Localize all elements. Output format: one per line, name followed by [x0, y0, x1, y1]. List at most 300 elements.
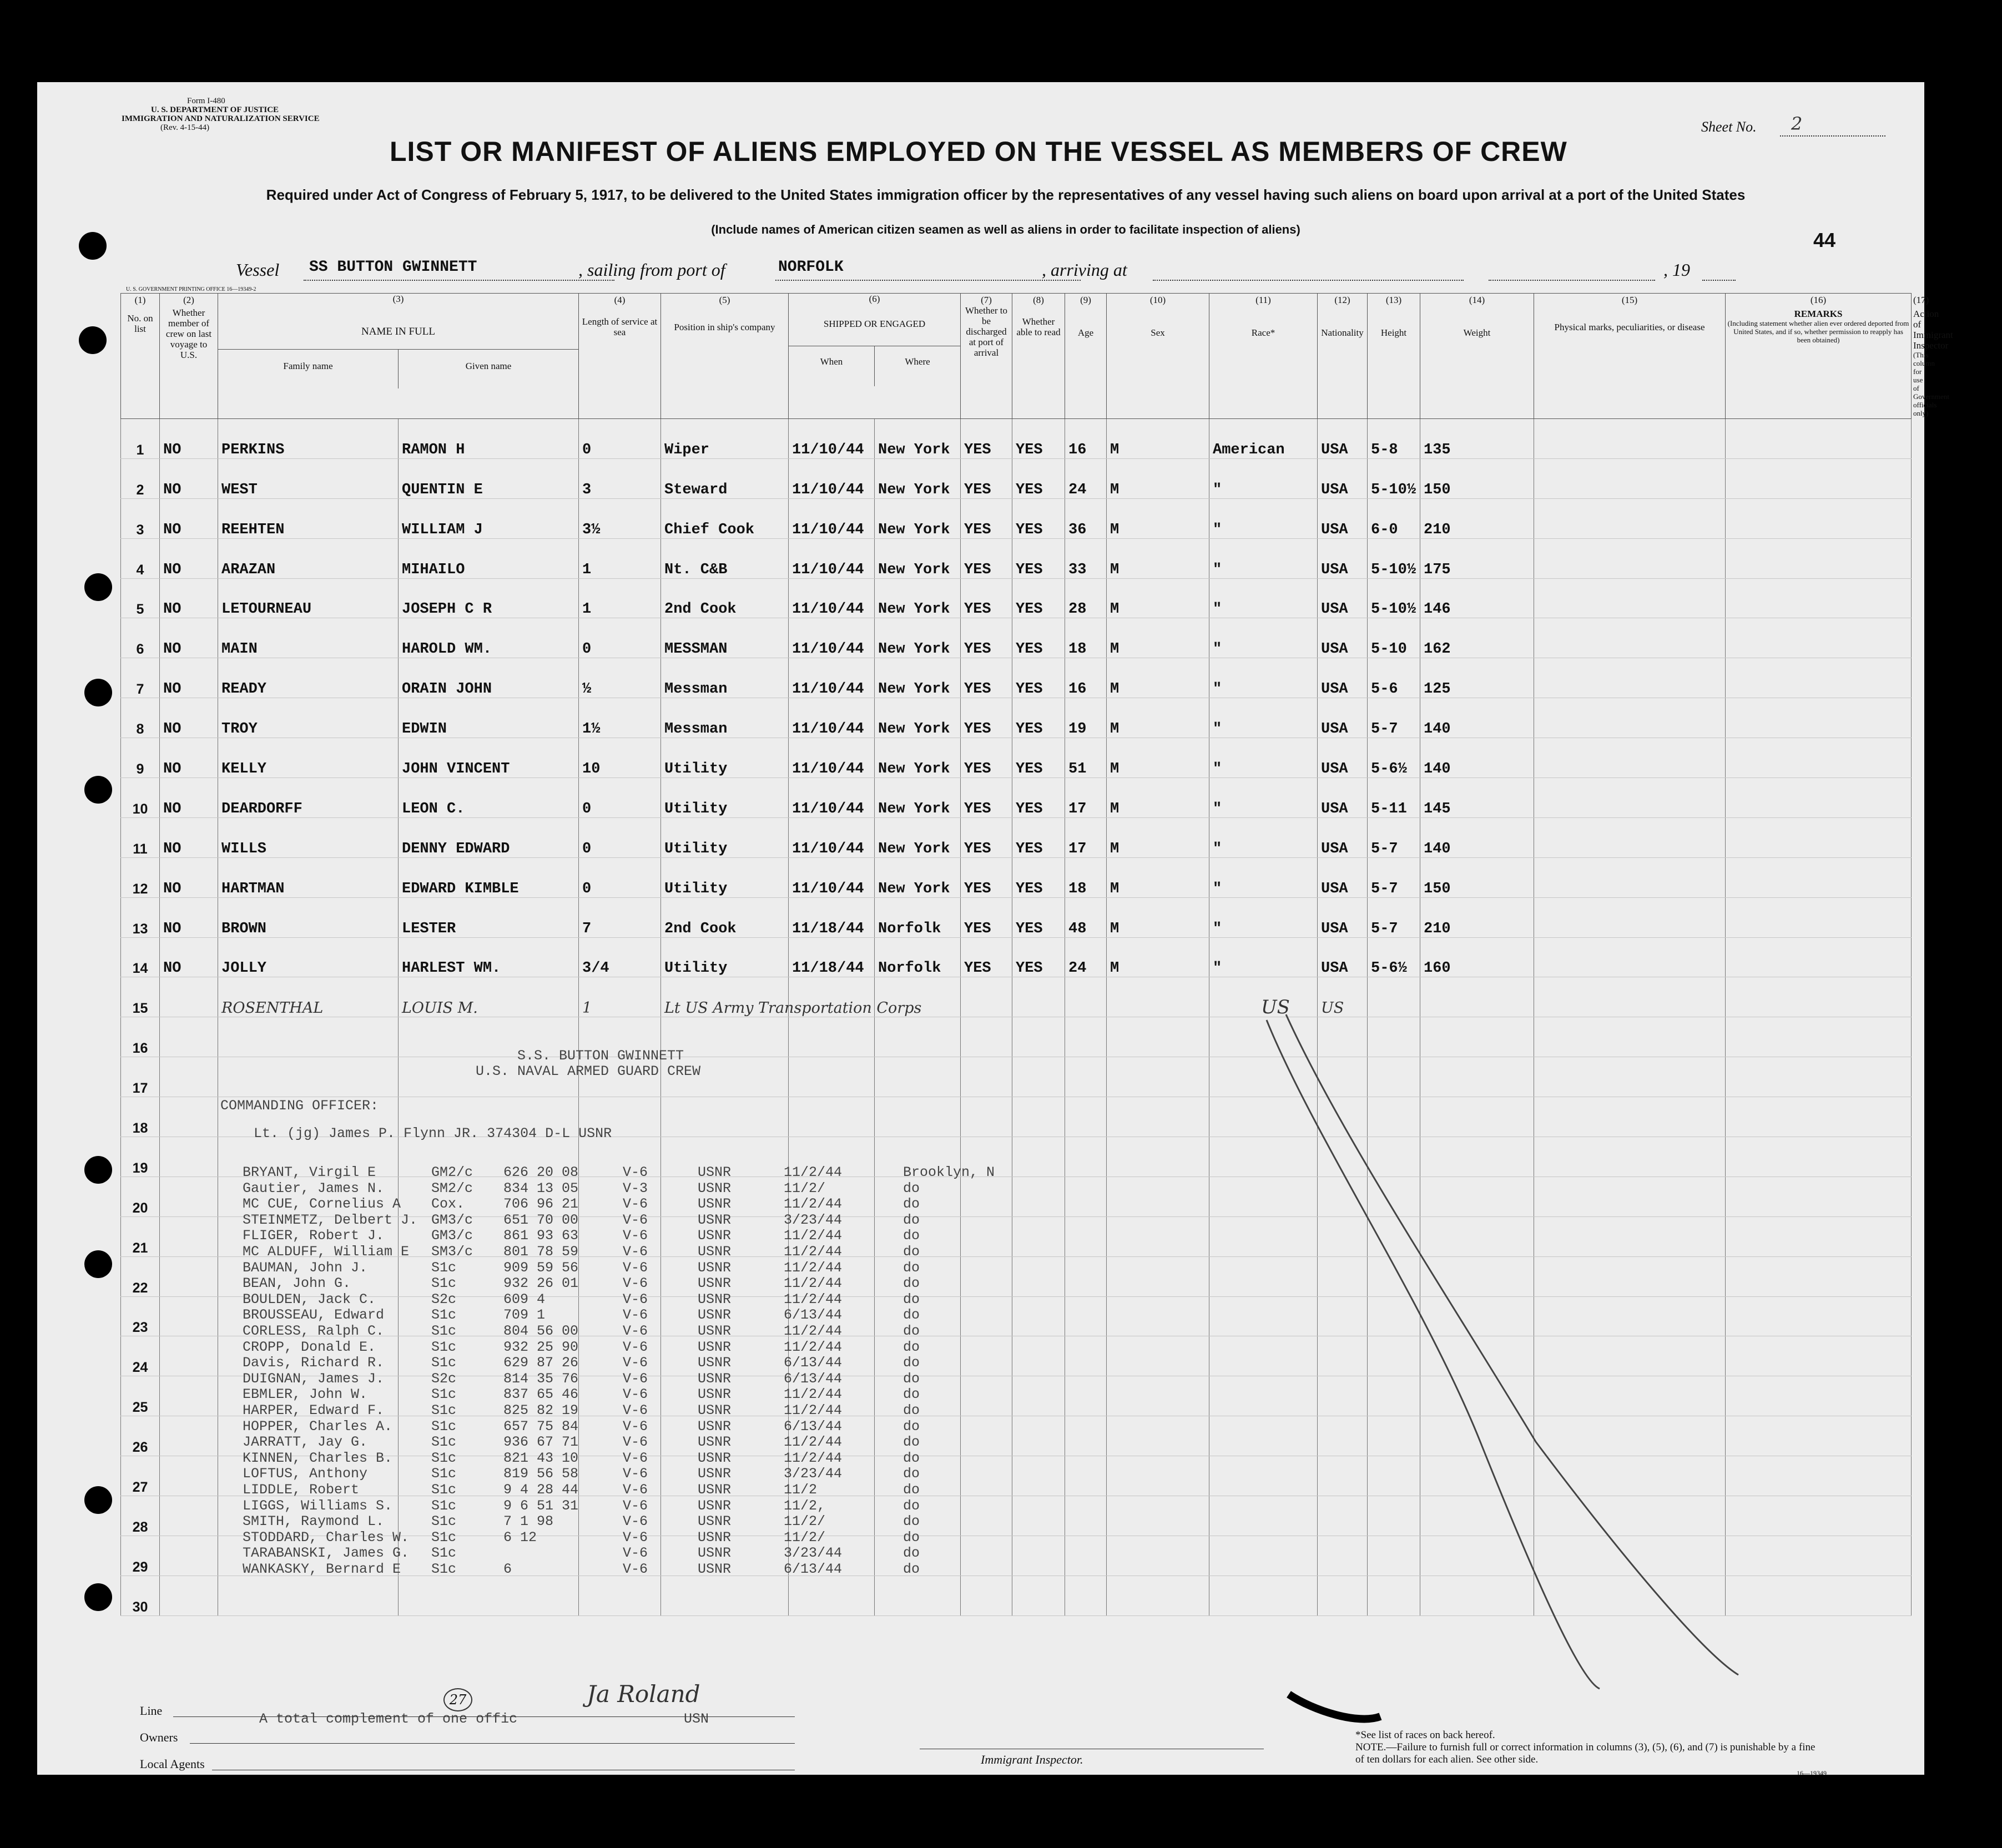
naval-member-branch: USNR [698, 1355, 732, 1371]
naval-total: A total complement of one offic [259, 1711, 518, 1727]
marks-cell [1534, 498, 1726, 538]
remarks-cell [1726, 1496, 1912, 1536]
marks-cell [1534, 458, 1726, 498]
remarks-cell [1726, 1536, 1912, 1576]
marks-cell [1534, 1137, 1726, 1177]
naval-member-class: V-6 [623, 1497, 648, 1514]
discharge-cell: YES [961, 458, 1012, 498]
manifest-subtitle: Required under Act of Congress of February 5, 1917, to be delivered to the United States immigration officer by the representatives of any vessel having such aliens on board upon arrival at a port of the United States [266, 186, 1746, 203]
naval-member-name: MC ALDUFF, William E [243, 1244, 410, 1260]
prior-voyage-cell [160, 977, 218, 1017]
sex-cell [1107, 977, 1209, 1017]
manifest-sheet [37, 82, 1953, 1777]
naval-member-row [209, 1228, 1042, 1243]
age-cell: 28 [1065, 578, 1107, 618]
naval-member-date: 11/2/44 [784, 1259, 843, 1276]
height-cell: 5-11 [1368, 778, 1420, 818]
form-revision: (Rev. 4-15-44) [160, 123, 210, 132]
shipped-date-cell: 11/10/44 [789, 778, 875, 818]
row-number: 9 [121, 738, 160, 778]
height-cell [1368, 1177, 1420, 1216]
naval-member-class: V-6 [623, 1466, 648, 1482]
read-cell: YES [1012, 817, 1065, 857]
naval-member-row [209, 1513, 1042, 1529]
naval-member-row [209, 1244, 1042, 1259]
naval-member-rate: Cox. [431, 1196, 465, 1213]
family-name-cell: ROSENTHAL [218, 977, 399, 1017]
naval-member-row [209, 1482, 1042, 1497]
naval-member-rate: S1c [431, 1355, 457, 1371]
naval-member-home: do [903, 1211, 920, 1228]
naval-member-class: V-6 [623, 1386, 648, 1403]
crew-row [121, 778, 1912, 818]
naval-member-class: V-6 [623, 1402, 648, 1418]
read-cell: YES [1012, 897, 1065, 937]
naval-member-branch: USNR [698, 1196, 732, 1213]
remarks-cell [1726, 578, 1912, 618]
naval-member-home: do [903, 1434, 920, 1451]
naval-member-class: V-6 [623, 1164, 648, 1180]
shipped-place-cell: New York [875, 458, 961, 498]
naval-member-date: 6/13/44 [784, 1418, 843, 1435]
col-header-6: (6) SHIPPED OR ENGAGED When Where [789, 294, 961, 419]
naval-member-home: do [903, 1180, 920, 1196]
crew-row [121, 419, 1912, 459]
naval-member-home: do [903, 1529, 920, 1546]
row-number: 13 [121, 897, 160, 937]
naval-member-number: 932 26 01 [503, 1275, 579, 1292]
naval-member-home: do [903, 1275, 920, 1292]
service-length-cell: 7 [579, 897, 661, 937]
marks-cell [1534, 1017, 1726, 1057]
where-header: Where [905, 356, 930, 367]
naval-member-branch: USNR [698, 1450, 732, 1466]
row-number: 5 [121, 578, 160, 618]
form-department: U. S. DEPARTMENT OF JUSTICE [151, 105, 279, 114]
race-cell: " [1209, 618, 1318, 658]
naval-member-date: 3/23/44 [784, 1545, 843, 1562]
nationality-cell [1318, 1456, 1368, 1496]
naval-member-rate: S1c [431, 1497, 457, 1514]
weight-cell: 162 [1420, 618, 1534, 658]
nationality-cell [1318, 1097, 1368, 1137]
prior-voyage-cell: NO [160, 458, 218, 498]
marks-cell [1534, 618, 1726, 658]
naval-member-row [209, 1323, 1042, 1339]
age-cell: 17 [1065, 817, 1107, 857]
naval-member-branch: USNR [698, 1418, 732, 1435]
naval-member-date: 11/2, [784, 1497, 826, 1514]
given-name-cell: EDWARD KIMBLE [399, 857, 579, 897]
given-name-cell: EDWIN [399, 698, 579, 738]
naval-member-number: 825 82 19 [503, 1402, 579, 1418]
position-cell: Messman [661, 658, 789, 698]
marks-cell [1534, 817, 1726, 857]
col-header-12: (12) Nationality [1318, 294, 1368, 419]
naval-member-branch: USNR [698, 1244, 732, 1260]
family-name-cell: WEST [218, 458, 399, 498]
given-name-cell: WILLIAM J [399, 498, 579, 538]
owners-label: Owners [140, 1730, 178, 1744]
remarks-cell [1726, 1216, 1912, 1256]
naval-member-name: SMITH, Raymond L. [243, 1513, 385, 1530]
naval-ship-name: S.S. BUTTON GWINNETT [517, 1048, 684, 1064]
service-length-cell: ½ [579, 658, 661, 698]
row-number: 4 [121, 538, 160, 578]
weight-cell: 145 [1420, 778, 1534, 818]
remarks-cell [1726, 538, 1912, 578]
naval-member-name: MC CUE, Cornelius A [243, 1196, 401, 1213]
nationality-cell: USA [1318, 778, 1368, 818]
family-name-cell: KELLY [218, 738, 399, 778]
prior-voyage-cell: NO [160, 857, 218, 897]
service-length-cell: 1 [579, 977, 661, 1017]
nationality-cell [1318, 1296, 1368, 1336]
shipped-place-cell: New York [875, 419, 961, 459]
punch-hole [84, 1486, 112, 1514]
naval-member-date: 3/23/44 [784, 1466, 843, 1482]
naval-member-date: 6/13/44 [784, 1561, 843, 1577]
remarks-cell [1726, 1137, 1912, 1177]
remarks-cell [1726, 1416, 1912, 1456]
service-length-cell: 0 [579, 778, 661, 818]
naval-member-branch: USNR [698, 1545, 732, 1562]
naval-member-rate: S1c [431, 1561, 457, 1577]
remarks-cell [1726, 937, 1912, 977]
row-number: 29 [121, 1536, 160, 1576]
naval-member-branch: USNR [698, 1211, 732, 1228]
sex-cell [1107, 1097, 1209, 1137]
race-cell [1209, 1376, 1318, 1416]
naval-member-name: BEAN, John G. [243, 1275, 351, 1292]
shipped-place-cell: Norfolk [875, 897, 961, 937]
nationality-cell [1318, 1376, 1368, 1416]
race-cell [1209, 1017, 1318, 1057]
weight-cell: 140 [1420, 698, 1534, 738]
naval-member-number: 909 59 56 [503, 1259, 579, 1276]
age-cell: 51 [1065, 738, 1107, 778]
race-cell: " [1209, 738, 1318, 778]
naval-member-rate: S1c [431, 1259, 457, 1276]
sex-cell: M [1107, 857, 1209, 897]
naval-member-branch: USNR [698, 1513, 732, 1530]
height-cell: 5-10½ [1368, 538, 1420, 578]
age-cell: 33 [1065, 538, 1107, 578]
weight-cell [1420, 977, 1534, 1017]
naval-member-number: 706 96 21 [503, 1196, 579, 1213]
weight-cell: 210 [1420, 897, 1534, 937]
height-cell: 5-7 [1368, 698, 1420, 738]
given-name-cell: DENNY EDWARD [399, 817, 579, 857]
marks-cell [1534, 1097, 1726, 1137]
sex-cell [1107, 1336, 1209, 1376]
position-cell: MESSMAN [661, 618, 789, 658]
read-cell: YES [1012, 698, 1065, 738]
col-header-8: (8) Whether able to read [1012, 294, 1065, 419]
naval-member-home: do [903, 1244, 920, 1260]
row-number: 12 [121, 857, 160, 897]
naval-member-name: Davis, Richard R. [243, 1355, 385, 1371]
naval-member-date: 11/2/44 [784, 1450, 843, 1466]
race-cell [1209, 1137, 1318, 1177]
sex-cell [1107, 1296, 1209, 1336]
row-number: 21 [121, 1216, 160, 1256]
position-cell: Utility [661, 937, 789, 977]
naval-member-rate: S1c [431, 1275, 457, 1292]
naval-member-class: V-6 [623, 1545, 648, 1562]
discharge-cell: YES [961, 498, 1012, 538]
race-cell [1209, 1057, 1318, 1097]
us-signature-label: US [1261, 996, 1290, 1018]
height-cell [1368, 1456, 1420, 1496]
punch-hole [84, 1156, 112, 1184]
row-number: 2 [121, 458, 160, 498]
naval-member-class: V-6 [623, 1482, 648, 1498]
family-name-cell: JOLLY [218, 937, 399, 977]
shipped-date-cell: 11/10/44 [789, 738, 875, 778]
naval-member-row [209, 1371, 1042, 1386]
sex-cell: M [1107, 419, 1209, 459]
crew-row [121, 458, 1912, 498]
col-header-1: (1) No. on list [121, 294, 160, 419]
naval-member-date: 11/2/ [784, 1513, 826, 1530]
naval-member-home: do [903, 1482, 920, 1498]
shipped-date-cell: 11/18/44 [789, 897, 875, 937]
naval-member-class: V-6 [623, 1561, 648, 1577]
crew-row [121, 698, 1912, 738]
naval-member-class: V-6 [623, 1450, 648, 1466]
family-name-cell: REEHTEN [218, 498, 399, 538]
remarks-cell [1726, 1177, 1912, 1216]
marks-cell [1534, 778, 1726, 818]
punch-hole [84, 573, 112, 601]
remarks-cell [1726, 498, 1912, 538]
read-cell [1012, 977, 1065, 1017]
nationality-cell: USA [1318, 538, 1368, 578]
race-cell: " [1209, 498, 1318, 538]
race-cell: " [1209, 857, 1318, 897]
position-cell: Nt. C&B [661, 538, 789, 578]
naval-member-name: BROUSSEAU, Edward [243, 1307, 385, 1324]
position-cell: Utility [661, 778, 789, 818]
position-cell: Chief Cook [661, 498, 789, 538]
naval-member-name: HARPER, Edward F. [243, 1402, 385, 1418]
naval-member-class: V-6 [623, 1418, 648, 1435]
prior-voyage-cell: NO [160, 698, 218, 738]
punch-hole [84, 1250, 112, 1278]
marks-cell [1534, 1376, 1726, 1416]
race-cell [1209, 1496, 1318, 1536]
manifest-title: LIST OR MANIFEST OF ALIENS EMPLOYED ON THE VESSEL AS MEMBERS OF CREW [390, 136, 1567, 167]
printing-office: U. S. GOVERNMENT PRINTING OFFICE 16—19349-2 [126, 286, 256, 292]
naval-member-home: do [903, 1259, 920, 1276]
nationality-cell: USA [1318, 738, 1368, 778]
naval-member-name: CROPP, Donald E. [243, 1339, 376, 1355]
age-cell: 18 [1065, 618, 1107, 658]
punch-hole [84, 679, 112, 706]
naval-member-rate: S1c [431, 1386, 457, 1403]
family-name-cell: LETOURNEAU [218, 578, 399, 618]
race-cell [1209, 1416, 1318, 1456]
naval-crew-title: U.S. NAVAL ARMED GUARD CREW [476, 1063, 701, 1079]
shipped-place-cell: New York [875, 738, 961, 778]
marks-cell [1534, 538, 1726, 578]
naval-member-branch: USNR [698, 1370, 732, 1387]
row-number: 6 [121, 618, 160, 658]
sex-cell [1107, 1256, 1209, 1296]
row-number: 30 [121, 1576, 160, 1615]
naval-member-number: 837 65 46 [503, 1386, 579, 1403]
shipped-date-cell: 11/10/44 [789, 857, 875, 897]
read-cell: YES [1012, 538, 1065, 578]
naval-member-branch: USNR [698, 1291, 732, 1307]
naval-member-branch: USNR [698, 1529, 732, 1546]
naval-member-date: 11/2/44 [784, 1164, 843, 1180]
weight-cell [1420, 1256, 1534, 1296]
naval-member-branch: USNR [698, 1275, 732, 1292]
age-cell: 19 [1065, 698, 1107, 738]
given-name-cell: QUENTIN E [399, 458, 579, 498]
shipped-date-cell: 11/10/44 [789, 658, 875, 698]
naval-member-rate: S1c [431, 1323, 457, 1339]
naval-member-number: 6 12 [503, 1529, 537, 1546]
naval-member-name: CORLESS, Ralph C. [243, 1323, 385, 1339]
service-length-cell: 0 [579, 419, 661, 459]
shipped-date-cell: 11/10/44 [789, 458, 875, 498]
weight-cell: 150 [1420, 458, 1534, 498]
col-header-9: (9) Age [1065, 294, 1107, 419]
naval-member-name: BRYANT, Virgil E [243, 1164, 376, 1180]
naval-member-name: DUIGNAN, James J. [243, 1370, 385, 1387]
given-name-cell: RAMON H [399, 419, 579, 459]
service-length-cell: 1½ [579, 698, 661, 738]
races-note: *See list of races on back hereof. [1355, 1729, 1495, 1741]
service-length-cell: 1 [579, 538, 661, 578]
prior-voyage-cell: NO [160, 498, 218, 538]
age-cell: 18 [1065, 857, 1107, 897]
service-length-cell: 1 [579, 578, 661, 618]
read-cell: YES [1012, 738, 1065, 778]
row-number: 7 [121, 658, 160, 698]
naval-member-name: LOFTUS, Anthony [243, 1466, 368, 1482]
height-cell: 5-6½ [1368, 937, 1420, 977]
naval-member-branch: USNR [698, 1561, 732, 1577]
family-name-cell: MAIN [218, 618, 399, 658]
read-cell: YES [1012, 578, 1065, 618]
naval-member-row [209, 1355, 1042, 1370]
naval-member-name: BOULDEN, Jack C. [243, 1291, 376, 1307]
punch-hole [79, 232, 107, 260]
naval-member-row [209, 1418, 1042, 1434]
remarks-cell [1726, 857, 1912, 897]
naval-member-class: V-6 [623, 1244, 648, 1260]
nationality-cell: USA [1318, 937, 1368, 977]
weight-cell [1420, 1177, 1534, 1216]
race-cell [1209, 1296, 1318, 1336]
naval-member-date: 3/23/44 [784, 1211, 843, 1228]
shipped-place-cell: New York [875, 618, 961, 658]
naval-member-date: 11/2/44 [784, 1228, 843, 1244]
crew-row [121, 897, 1912, 937]
crew-row [121, 817, 1912, 857]
marks-cell [1534, 1177, 1726, 1216]
naval-member-rate: GM3/c [431, 1211, 473, 1228]
service-length-cell: 3½ [579, 498, 661, 538]
naval-member-branch: USNR [698, 1259, 732, 1276]
naval-member-home: do [903, 1339, 920, 1355]
weight-cell [1420, 1416, 1534, 1456]
nationality-cell: USA [1318, 857, 1368, 897]
naval-member-row [209, 1260, 1042, 1275]
naval-member-rate: SM2/c [431, 1180, 473, 1196]
form-code: 16—19349 [1797, 1769, 1827, 1777]
family-name-cell: PERKINS [218, 419, 399, 459]
age-cell: 17 [1065, 778, 1107, 818]
weight-cell: 140 [1420, 817, 1534, 857]
naval-member-date: 6/13/44 [784, 1307, 843, 1324]
naval-member-row [209, 1386, 1042, 1402]
sex-cell: M [1107, 618, 1209, 658]
marks-cell [1534, 1416, 1726, 1456]
naval-member-class: V-6 [623, 1323, 648, 1339]
local-agents-label: Local Agents [140, 1757, 205, 1771]
crew-table: (1) No. on list (2) Whether member of crew on last voyage to U.S. (3) NAME IN FULL Family name Given name (4) Length of service at sea (5) Position in ship's company (6) SHIPPED OR ENGAGED When Where (7) Whether to be discharged at port of arrival (8) Whether able to read (9) Age (10) Sex (11) Race* (12) Nationality (13) Height (14) Weight (15) Physical marks, peculiarities, or disease (16) REMARKS (Including statement whether alien ever ordered deported from United States, and if so, whether permission to reapply has been obtained) (17) Action of Immigrant Inspector (This column for use of Government officials only) 1 NO PERKINS RAMON H 0 Wiper 11/10/44 New York YES YES 16 M American USA 5-8 135 2 NO WEST QUENTIN E 3 Steward 11/10/44 New York YES YES 24 M " USA 5-10½ 150 3 NO REEHTEN WILLIAM J 3½ Chief Cook 11/10/44 New York YES YES 36 M " USA 6-0 210 4 NO ARAZAN MIHAILO 1 Nt. C&B 11/10/44 New York YES YES 33 M " USA 5-10½ 175 5 NO LETOURNEAU JOSEPH C R 1 2nd Cook 11/10/44 New York YES YES 28 M " USA 5-10½ 146 6 NO MAIN HAROLD WM. 0 MESSMAN 11/10/44 New York YES YES 18 M " USA 5-10 162 7 NO READY ORAIN JOHN ½ Messman 11/10/44 New York YES YES 16 M " USA 5-6 125 8 NO TROY EDWIN 1½ Messman 11/10/44 New York YES YES 19 M " USA 5-7 140 9 NO KELLY JOHN VINCENT 10 Utility 11/10/44 New York YES YES 51 M " USA 5-6½ 140 10 NO DEARDORFF LEON C. 0 Utility 11/10/44 New York YES YES 17 M " USA 5-11 145 11 NO WILLS DENNY EDWARD 0 Utility 11/10/44 New York YES YES 17 M " USA 5-7 140 12 NO HARTMAN EDWARD KIMBLE 0 Utility 11/10/44 New York YES YES 18 M " USA 5-7 150 13 NO BROWN LESTER 7 2nd Cook 11/18/44 Norfolk YES YES 48 M " USA 5-7 210 14 NO JOLLY HARLEST WM. 3/4 Utility 11/18/44 Norfolk YES YES 24 M " USA 5-6½ 160 15 ROSENTHAL LOUIS M. 1 Lt US Army Transportation Corps US 16 17 18 19 20 21 22 23 24 25 26 27 28 29 30 [120, 293, 1912, 1616]
weight-cell: 146 [1420, 578, 1534, 618]
naval-member-class: V-6 [623, 1259, 648, 1276]
row-number: 28 [121, 1496, 160, 1536]
shipped-place-cell: New York [875, 498, 961, 538]
sex-cell [1107, 1456, 1209, 1496]
weight-cell: 125 [1420, 658, 1534, 698]
nationality-cell [1318, 1216, 1368, 1256]
penalty-note: NOTE.—Failure to furnish full or correct information in columns (3), (5), (6), and (7) is punishable by a fine of ten dollars for each alien. See other side. [1355, 1741, 1816, 1765]
sex-cell: M [1107, 498, 1209, 538]
naval-member-class: V-6 [623, 1211, 648, 1228]
naval-member-rate: GM2/c [431, 1164, 473, 1180]
height-cell: 5-10 [1368, 618, 1420, 658]
height-cell: 5-8 [1368, 419, 1420, 459]
when-header: When [789, 346, 875, 386]
sex-cell [1107, 1536, 1209, 1576]
crew-row [121, 498, 1912, 538]
prior-voyage-cell: NO [160, 419, 218, 459]
prior-voyage-cell: NO [160, 538, 218, 578]
circled-count: 27 [443, 1688, 472, 1711]
prior-voyage-cell: NO [160, 578, 218, 618]
row-number: 15 [121, 977, 160, 1017]
age-cell [1065, 977, 1107, 1017]
shipped-place-cell: New York [875, 658, 961, 698]
naval-member-class: V-6 [623, 1196, 648, 1213]
naval-member-rate: S2c [431, 1370, 457, 1387]
col-header-14: (14) Weight [1420, 294, 1534, 419]
marks-cell [1534, 1496, 1726, 1536]
row-number: 3 [121, 498, 160, 538]
crew-row [121, 578, 1912, 618]
punch-hole [79, 326, 107, 354]
shipped-date-cell: 11/10/44 [789, 498, 875, 538]
naval-member-branch: USNR [698, 1164, 732, 1180]
crew-row [121, 937, 1912, 977]
naval-member-number: 9 6 51 31 [503, 1497, 579, 1514]
row-number: 16 [121, 1017, 160, 1057]
naval-member-home: do [903, 1513, 920, 1530]
position-cell: 2nd Cook [661, 897, 789, 937]
immigrant-inspector-label: Immigrant Inspector. [981, 1753, 1083, 1766]
race-cell: " [1209, 458, 1318, 498]
naval-member-rate: S1c [431, 1418, 457, 1435]
nationality-cell [1318, 1576, 1368, 1615]
